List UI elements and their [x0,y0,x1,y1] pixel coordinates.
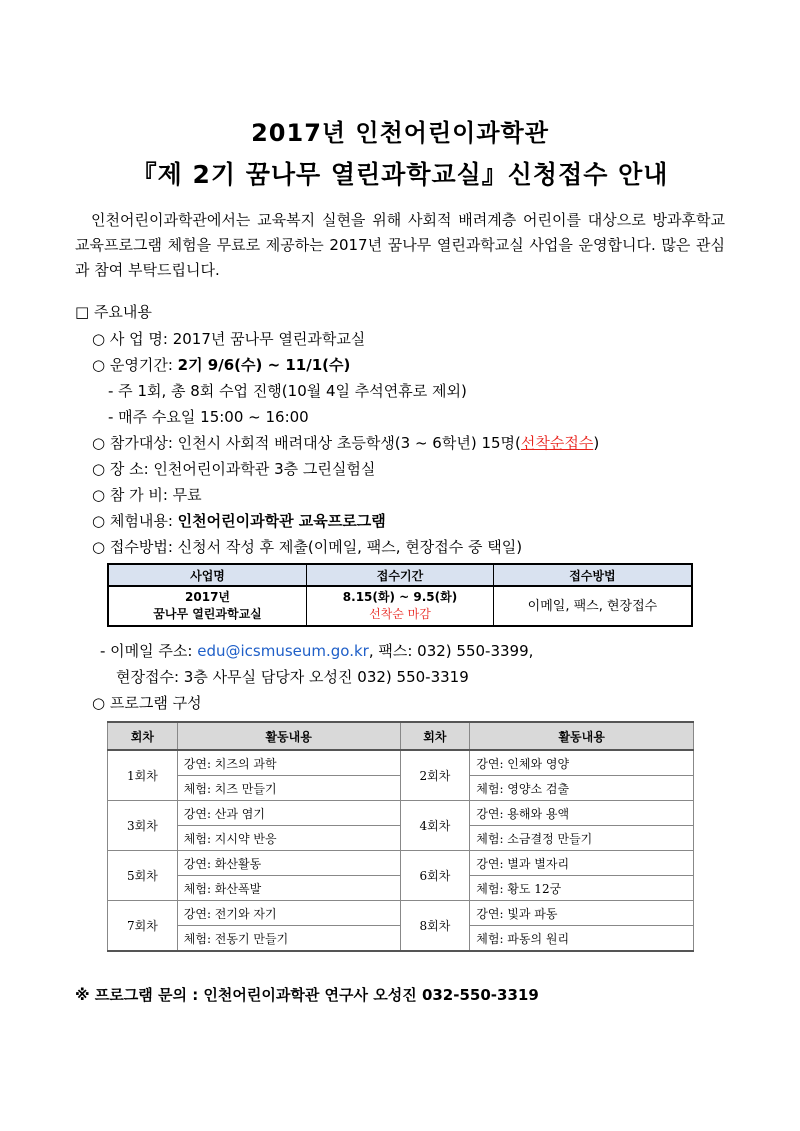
reg-name-line2: 꿈나무 열린과학교실 [153,607,262,621]
item-target-label: ○ 참가대상: 인천시 사회적 배려대상 초등학생(3 ~ 6학년) 15명( [92,434,521,452]
item-target-end: ) [593,434,600,452]
prog-header-activity-right: 활동내용 [470,722,694,750]
contact-email-link[interactable]: edu@icsmuseum.go.kr [197,642,369,660]
session-experience: 체험: 전동기 만들기 [177,926,400,952]
session-experience: 체험: 치즈 만들기 [177,776,400,801]
item-project-value: 2017년 꿈나무 열린과학교실 [172,330,366,348]
session-number: 8회차 [400,901,470,952]
item-target [92,432,599,453]
reg-header-period: 접수기간 [307,564,494,586]
reg-header-method: 접수방법 [493,564,692,586]
reg-header-name: 사업명 [108,564,307,586]
session-experience: 체험: 파동의 원리 [470,926,694,952]
item-content [92,510,386,531]
program-table [107,721,694,952]
reg-period-line2: 선착순 마감 [369,607,431,621]
session-lecture: 강연: 인체와 영양 [470,750,694,776]
session-number: 4회차 [400,801,470,851]
item-content-value: 인천어린이과학관 교육프로그램 [177,512,386,530]
reg-cell-name [108,586,307,626]
registration-header-row [108,564,692,586]
contact-email-prefix: - 이메일 주소: [100,642,198,660]
intro-paragraph: 인천어린이과학관에서는 교육복지 실현을 위해 사회적 배려계층 어린이를 대상으로 방과후학교 교육프로그램 체험을 무료로 제공하는 2017년 꿈나무 열린과학교실 사업을 운영합니다. 많은 관심과 참여 부탁드립니다. [75,211,725,279]
session-lecture: 강연: 치즈의 과학 [177,750,400,776]
prog-header-no-right: 회차 [400,722,470,750]
session-experience: 체험: 지시약 반응 [177,826,400,851]
prog-header-activity-left: 활동내용 [177,722,400,750]
item-target-highlight: 선착순접수 [520,434,594,452]
contact-onsite: 현장접수: 3층 사무실 담당자 오성진 032) 550-3319 [116,668,469,686]
item-place: ○ 장 소: 인천어린이과학관 3층 그린실험실 [92,460,376,478]
registration-row [108,586,692,626]
session-experience: 체험: 화산폭발 [177,876,400,901]
reg-period-line1: 8.15(화) ~ 9.5(화) [342,590,458,604]
program-header-row [108,722,694,750]
session-lecture: 강연: 용해와 용액 [470,801,694,826]
item-period-sub1: - 주 1회, 총 8회 수업 진행(10월 4일 추석연휴로 제외) [108,382,467,400]
item-content-label: ○ 체험내용: [92,512,178,530]
page-subtitle: 『제 2기 꿈나무 열린과학교실』신청접수 안내 [131,160,669,189]
reg-cell-method: 이메일, 팩스, 현장접수 [493,586,692,626]
item-project-label: ○ 사 업 명: [92,330,173,348]
table-row [108,750,694,776]
session-experience: 체험: 소금결정 만들기 [470,826,694,851]
item-fee: ○ 참 가 비: 무료 [92,486,202,504]
registration-table [107,563,693,627]
item-method: ○ 접수방법: 신청서 작성 후 제출(이메일, 팩스, 현장접수 중 택일) [92,538,523,556]
session-number: 6회차 [400,851,470,901]
session-number: 7회차 [108,901,178,952]
reg-cell-period [307,586,494,626]
table-row [108,851,694,876]
session-number: 1회차 [108,750,178,801]
page-title: 2017년 인천어린이과학관 [251,119,549,147]
session-lecture: 강연: 빛과 파동 [470,901,694,926]
item-period [92,354,350,375]
session-experience: 체험: 영양소 검출 [470,776,694,801]
footer-inquiry: ※ 프로그램 문의 : 인천어린이과학관 연구사 오성진 032-550-3319 [75,986,539,1004]
item-period-value: 2기 9/6(수) ~ 11/1(수) [177,356,351,374]
item-period-label: ○ 운영기간: [92,356,178,374]
contact-fax: , 팩스: 032) 550-3399, [368,642,534,660]
session-lecture: 강연: 산과 염기 [177,801,400,826]
reg-name-line1: 2017년 [185,590,231,604]
prog-header-no-left: 회차 [108,722,178,750]
session-number: 3회차 [108,801,178,851]
item-period-sub2: - 매주 수요일 15:00 ~ 16:00 [108,408,309,426]
item-project [92,328,365,349]
program-heading: ○ 프로그램 구성 [92,694,202,712]
contact-email-line [100,640,533,661]
session-lecture: 강연: 화산활동 [177,851,400,876]
section-heading: □ 주요내용 [75,303,152,321]
table-row [108,801,694,826]
session-experience: 체험: 황도 12궁 [470,876,694,901]
session-lecture: 강연: 전기와 자기 [177,901,400,926]
session-number: 2회차 [400,750,470,801]
table-row [108,901,694,926]
session-lecture: 강연: 별과 별자리 [470,851,694,876]
session-number: 5회차 [108,851,178,901]
